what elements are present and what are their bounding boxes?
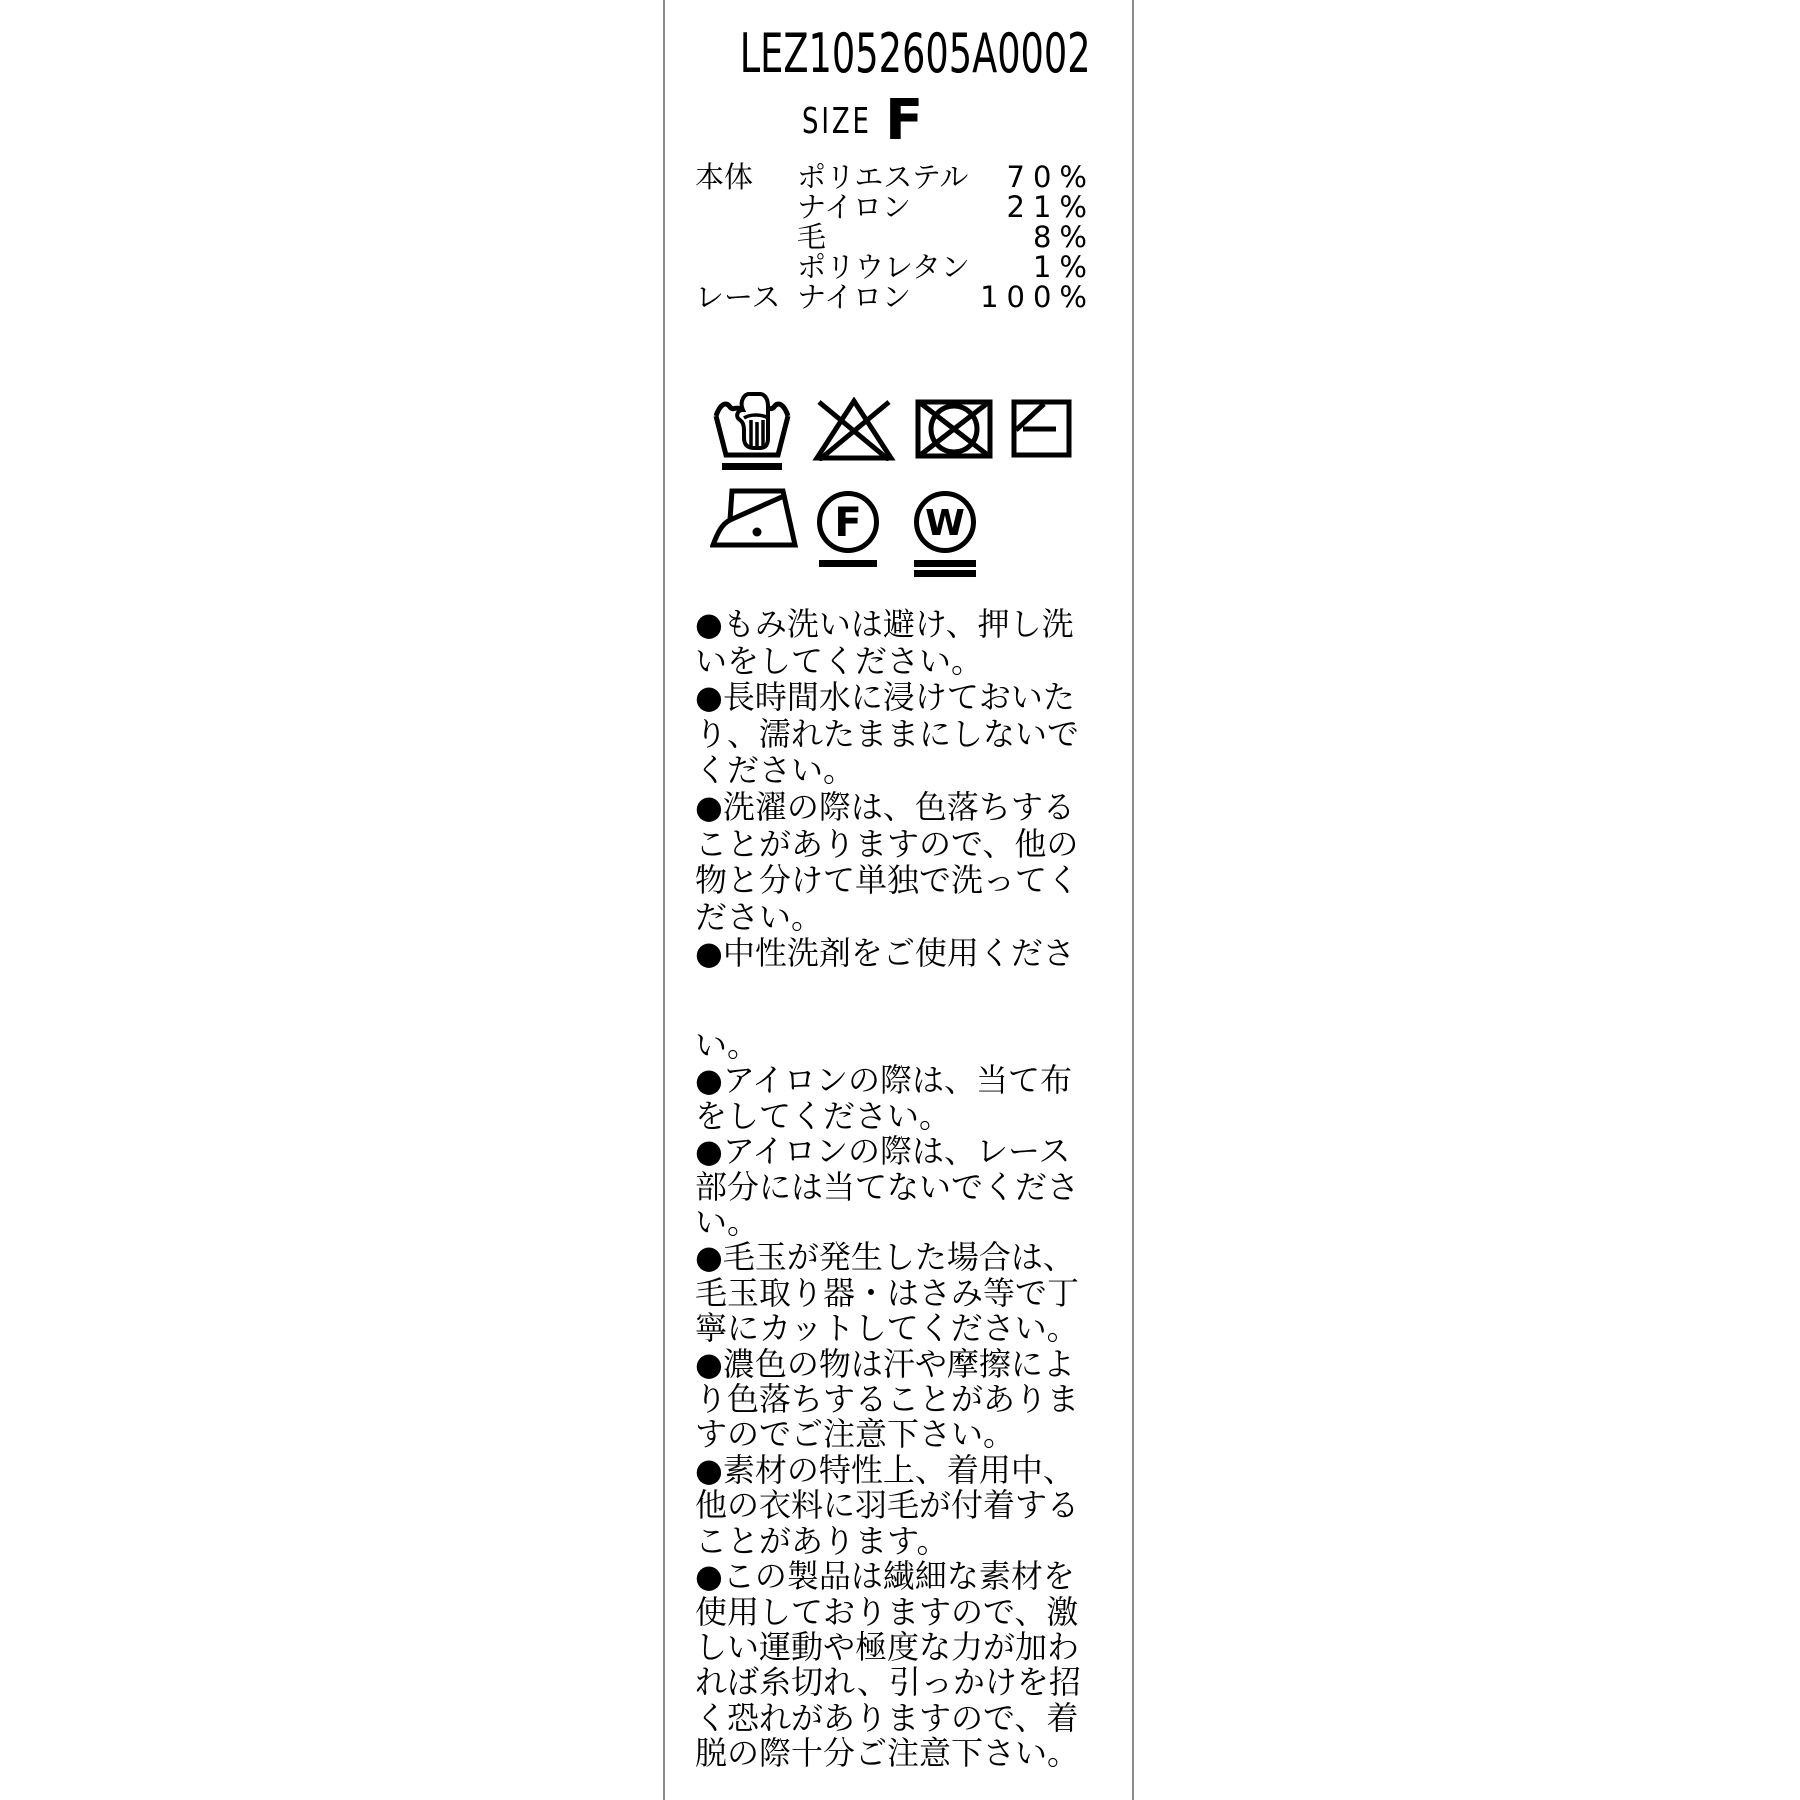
instruction-line: く恐れがありますので、着 [695,1698,1079,1737]
care-symbols-row-1 [710,390,1072,472]
composition-percent: 100% [980,280,1095,314]
composition-row [695,250,1095,284]
wet-clean-very-gentle-icon [912,488,978,580]
instruction-line: り、濡れたままにしないで [695,714,1080,753]
instruction-line: い。 [695,1203,760,1242]
instruction-line: ●もみ洗いは避け、押し洗 [695,605,1074,643]
composition-percent: 8% [1032,220,1095,254]
instruction-line: ●洗濯の際は、色落ちする [695,787,1075,826]
care-instructions-top [695,606,1095,972]
instruction-line: 部分には当てないでくださ [695,1167,1080,1206]
composition-part [695,192,797,222]
dry-clean-petroleum-gentle-icon [816,488,880,580]
composition-table [695,160,1095,314]
do-not-tumble-dry-icon [914,398,994,460]
care-label-panel [665,0,1132,1800]
instruction-line: すのでご注意下さい。 [695,1415,1016,1454]
instruction-line: をしてください。 [695,1096,952,1135]
instruction-line: ●濃色の物は汗や摩擦によ [695,1344,1075,1383]
hand-wash-icon [710,390,794,472]
composition-material: ポリエステル [797,160,969,194]
product-code: LEZ1052605A0002 [739,22,1091,85]
instruction-line: ください。 [695,751,856,790]
instruction-line: 他の衣料に羽毛が付着する [695,1486,1080,1525]
instruction-line: ●素材の特性上、着用中、 [695,1450,1075,1489]
instruction-line: ●中性洗剤をご使用くださ [695,934,1075,973]
composition-part [695,252,797,282]
instruction-line: 毛玉取り器・はさみ等で丁 [695,1273,1080,1312]
instruction-line: れば糸切れ、引っかけを招 [695,1663,1081,1702]
instruction-line: 物と分けて単独で洗ってく [695,861,1080,900]
instruction-line: ●毛玉が発生した場合は、 [695,1238,1075,1277]
composition-percent: 70% [1006,160,1095,194]
composition-row [695,280,1095,314]
instruction-line: り色落ちすることがありま [695,1380,1080,1419]
instruction-line: 使用しておりますので、激 [695,1592,1079,1631]
instruction-line: ことがありますので、他の [695,824,1079,863]
svg-text:F: F [834,500,862,546]
instruction-line: しい運動や極度な力が加わ [695,1627,1080,1666]
instruction-line: 脱の際十分ご注意下さい。 [695,1734,1080,1773]
care-instructions-bottom [695,1028,1095,1772]
instruction-line: ●この製品は繊細な素材を [695,1557,1075,1596]
label-edge-line-right [1132,0,1134,1800]
composition-row [695,220,1095,254]
composition-material: ポリウレタン [797,250,970,284]
composition-row [695,190,1095,224]
composition-percent: 21% [1006,190,1095,224]
instruction-line: 寧にカットしてください。 [695,1309,1079,1348]
composition-part [695,222,797,252]
instruction-line: ●アイロンの際は、当て布 [695,1061,1073,1100]
dry-flat-in-shade-icon [1011,399,1072,458]
svg-text:W: W [925,503,965,544]
iron-low-heat-icon [710,488,798,552]
do-not-bleach-icon [811,397,897,461]
composition-material: ナイロン [797,190,911,224]
composition-row [695,160,1095,194]
composition-part: レース [695,280,781,314]
instruction-line: ことがあります。 [695,1521,949,1560]
instruction-line: ださい。 [695,897,824,936]
size-value: F [885,88,924,153]
composition-material: 毛 [797,220,827,254]
instruction-line: い。 [695,1026,760,1064]
composition-part: 本体 [695,160,754,194]
composition-material: ナイロン [797,280,911,314]
composition-percent: 1% [1032,250,1095,284]
size-label: SIZE [802,101,872,142]
instruction-line: ●長時間水に浸けておいた [695,678,1075,717]
instruction-line: いをしてください。 [695,641,984,680]
instruction-line: ●アイロンの際は、レース [695,1132,1071,1171]
care-symbols-row-2 [710,488,978,580]
